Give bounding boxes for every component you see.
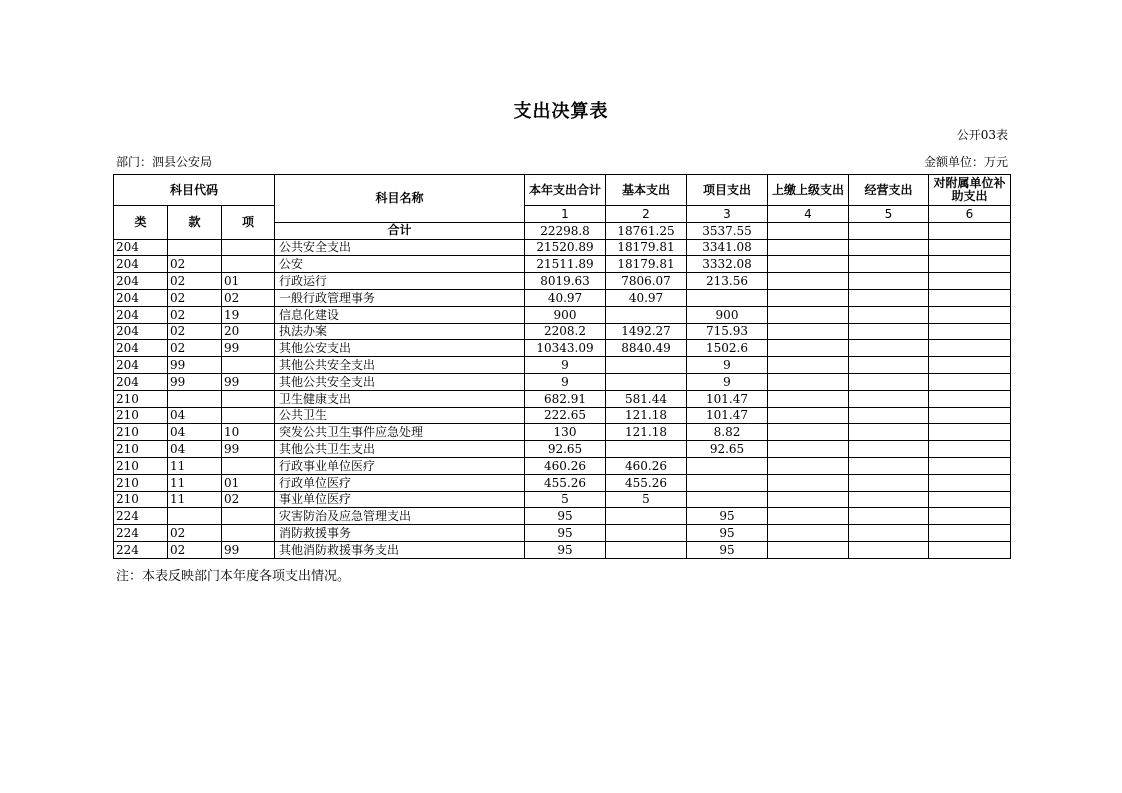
cell-xiang: 10: [222, 424, 275, 441]
cell-subject-name: 其他消防救援事务支出: [275, 541, 525, 558]
table-row: [114, 340, 1011, 357]
cell-operating: [849, 525, 929, 542]
cell-basic: 1492.27: [606, 323, 687, 340]
cell-upper: [768, 357, 849, 374]
cell-kuan: 02: [168, 340, 222, 357]
form-code: 公开03表: [956, 128, 1008, 142]
cell-total: 9: [525, 373, 606, 390]
cell-subsidy: [929, 273, 1011, 290]
totals-subsidy: [929, 222, 1011, 239]
cell-xiang: [222, 357, 275, 374]
cell-total: 95: [525, 541, 606, 558]
cell-upper: [768, 289, 849, 306]
cell-operating: [849, 323, 929, 340]
cell-upper: [768, 424, 849, 441]
cell-project: 95: [687, 508, 768, 525]
cell-lei: 210: [114, 457, 168, 474]
cell-basic: [606, 525, 687, 542]
cell-project: 3341.08: [687, 239, 768, 256]
cell-lei: 204: [114, 256, 168, 273]
cell-basic: 18179.81: [606, 256, 687, 273]
cell-upper: [768, 525, 849, 542]
cell-subject-name: 事业单位医疗: [275, 491, 525, 508]
header-lei: 类: [114, 206, 168, 240]
cell-basic: 121.18: [606, 407, 687, 424]
cell-operating: [849, 239, 929, 256]
cell-upper: [768, 373, 849, 390]
table-row: [114, 306, 1011, 323]
cell-operating: [849, 441, 929, 458]
cell-xiang: [222, 390, 275, 407]
table-row: [114, 508, 1011, 525]
cell-kuan: 02: [168, 273, 222, 290]
cell-operating: [849, 541, 929, 558]
header-kuan: 款: [168, 206, 222, 240]
cell-lei: 224: [114, 525, 168, 542]
cell-basic: 460.26: [606, 457, 687, 474]
cell-subsidy: [929, 289, 1011, 306]
cell-kuan: 02: [168, 289, 222, 306]
cell-xiang: 01: [222, 273, 275, 290]
cell-upper: [768, 474, 849, 491]
cell-xiang: [222, 525, 275, 542]
totals-project: 3537.55: [687, 222, 768, 239]
table-body: [114, 175, 1011, 559]
cell-subsidy: [929, 424, 1011, 441]
cell-lei: 210: [114, 491, 168, 508]
cell-xiang: [222, 508, 275, 525]
cell-upper: [768, 407, 849, 424]
totals-operating: [849, 222, 929, 239]
cell-project: 101.47: [687, 390, 768, 407]
cell-kuan: 11: [168, 474, 222, 491]
cell-lei: 210: [114, 441, 168, 458]
cell-subject-name: 行政单位医疗: [275, 474, 525, 491]
totals-basic: 18761.25: [606, 222, 687, 239]
cell-upper: [768, 340, 849, 357]
table-row: [114, 407, 1011, 424]
cell-operating: [849, 407, 929, 424]
cell-project: [687, 491, 768, 508]
cell-kuan: 99: [168, 373, 222, 390]
cell-kuan: 02: [168, 256, 222, 273]
table-row: [114, 323, 1011, 340]
cell-subsidy: [929, 239, 1011, 256]
cell-project: 1502.6: [687, 340, 768, 357]
cell-subject-name: 卫生健康支出: [275, 390, 525, 407]
header-project: 项目支出: [687, 175, 768, 206]
cell-subject-name: 执法办案: [275, 323, 525, 340]
cell-xiang: [222, 407, 275, 424]
cell-project: 3332.08: [687, 256, 768, 273]
cell-subsidy: [929, 474, 1011, 491]
totals-total: 22298.8: [525, 222, 606, 239]
cell-project: 900: [687, 306, 768, 323]
cell-upper: [768, 457, 849, 474]
table-row: [114, 474, 1011, 491]
department-label: 部门：泗县公安局: [116, 155, 213, 169]
cell-project: 8.82: [687, 424, 768, 441]
table-row: [114, 357, 1011, 374]
cell-project: [687, 289, 768, 306]
header-subject-name: 科目名称: [275, 175, 525, 223]
cell-kuan: 04: [168, 424, 222, 441]
cell-upper: [768, 390, 849, 407]
cell-basic: [606, 508, 687, 525]
cell-lei: 204: [114, 357, 168, 374]
header-basic: 基本支出: [606, 175, 687, 206]
cell-subsidy: [929, 390, 1011, 407]
cell-lei: 204: [114, 306, 168, 323]
cell-xiang: [222, 256, 275, 273]
totals-upper: [768, 222, 849, 239]
cell-total: 455.26: [525, 474, 606, 491]
cell-subsidy: [929, 457, 1011, 474]
cell-lei: 224: [114, 541, 168, 558]
expenditure-table: [113, 174, 1011, 559]
cell-subject-name: 消防救援事务: [275, 525, 525, 542]
footnote: 注：本表反映部门本年度各项支出情况。: [116, 569, 351, 584]
cell-upper: [768, 508, 849, 525]
cell-subject-name: 其他公共安全支出: [275, 373, 525, 390]
cell-lei: 210: [114, 390, 168, 407]
header-subsidy: 对附属单位补助支出: [929, 175, 1011, 206]
cell-subsidy: [929, 340, 1011, 357]
cell-subsidy: [929, 525, 1011, 542]
cell-operating: [849, 306, 929, 323]
cell-subject-name: 其他公共安全支出: [275, 357, 525, 374]
cell-project: 715.93: [687, 323, 768, 340]
cell-basic: [606, 541, 687, 558]
cell-total: 40.97: [525, 289, 606, 306]
cell-project: 95: [687, 541, 768, 558]
cell-subsidy: [929, 441, 1011, 458]
cell-subsidy: [929, 306, 1011, 323]
cell-subject-name: 行政运行: [275, 273, 525, 290]
cell-total: 9: [525, 357, 606, 374]
cell-project: [687, 474, 768, 491]
cell-total: 21520.89: [525, 239, 606, 256]
table-row: [114, 441, 1011, 458]
cell-upper: [768, 273, 849, 290]
cell-xiang: 01: [222, 474, 275, 491]
cell-total: 460.26: [525, 457, 606, 474]
cell-lei: 224: [114, 508, 168, 525]
cell-subsidy: [929, 373, 1011, 390]
cell-kuan: 02: [168, 541, 222, 558]
cell-subject-name: 公共卫生: [275, 407, 525, 424]
cell-subsidy: [929, 508, 1011, 525]
cell-kuan: 04: [168, 407, 222, 424]
table-row: [114, 390, 1011, 407]
cell-project: 101.47: [687, 407, 768, 424]
cell-subsidy: [929, 323, 1011, 340]
cell-total: 5: [525, 491, 606, 508]
col-number: 3: [687, 206, 768, 223]
table-row: [114, 289, 1011, 306]
cell-total: 8019.63: [525, 273, 606, 290]
cell-lei: 204: [114, 373, 168, 390]
cell-kuan: 99: [168, 357, 222, 374]
cell-upper: [768, 541, 849, 558]
cell-lei: 210: [114, 474, 168, 491]
cell-lei: 204: [114, 289, 168, 306]
table-row: [114, 457, 1011, 474]
cell-xiang: [222, 239, 275, 256]
cell-basic: [606, 357, 687, 374]
table-row: [114, 256, 1011, 273]
cell-subject-name: 公安: [275, 256, 525, 273]
cell-kuan: [168, 239, 222, 256]
cell-kuan: 02: [168, 525, 222, 542]
cell-subsidy: [929, 491, 1011, 508]
header-subject-code: 科目代码: [114, 175, 275, 206]
cell-upper: [768, 306, 849, 323]
cell-xiang: 02: [222, 289, 275, 306]
cell-lei: 210: [114, 424, 168, 441]
cell-subsidy: [929, 256, 1011, 273]
cell-total: 95: [525, 508, 606, 525]
col-number: 4: [768, 206, 849, 223]
cell-lei: 204: [114, 323, 168, 340]
cell-xiang: 19: [222, 306, 275, 323]
cell-xiang: [222, 457, 275, 474]
cell-operating: [849, 340, 929, 357]
cell-project: [687, 457, 768, 474]
col-number: 2: [606, 206, 687, 223]
table-row: [114, 239, 1011, 256]
cell-subject-name: 一般行政管理事务: [275, 289, 525, 306]
cell-subject-name: 灾害防治及应急管理支出: [275, 508, 525, 525]
cell-subject-name: 其他公安支出: [275, 340, 525, 357]
cell-upper: [768, 491, 849, 508]
cell-kuan: 11: [168, 491, 222, 508]
cell-operating: [849, 424, 929, 441]
cell-upper: [768, 256, 849, 273]
cell-operating: [849, 390, 929, 407]
cell-kuan: 02: [168, 323, 222, 340]
cell-lei: 204: [114, 340, 168, 357]
cell-basic: [606, 373, 687, 390]
cell-basic: 8840.49: [606, 340, 687, 357]
cell-total: 95: [525, 525, 606, 542]
cell-basic: [606, 306, 687, 323]
cell-total: 10343.09: [525, 340, 606, 357]
cell-basic: 455.26: [606, 474, 687, 491]
header-operating: 经营支出: [849, 175, 929, 206]
cell-kuan: [168, 508, 222, 525]
cell-total: 900: [525, 306, 606, 323]
cell-operating: [849, 273, 929, 290]
cell-operating: [849, 508, 929, 525]
table-row: [114, 491, 1011, 508]
cell-total: 21511.89: [525, 256, 606, 273]
col-number: 5: [849, 206, 929, 223]
cell-lei: 204: [114, 239, 168, 256]
cell-subsidy: [929, 541, 1011, 558]
cell-subject-name: 公共安全支出: [275, 239, 525, 256]
cell-xiang: 99: [222, 373, 275, 390]
cell-operating: [849, 373, 929, 390]
page-title: 支出决算表: [513, 101, 609, 122]
cell-kuan: 04: [168, 441, 222, 458]
cell-kuan: 02: [168, 306, 222, 323]
cell-xiang: 99: [222, 541, 275, 558]
cell-xiang: 02: [222, 491, 275, 508]
table-row: [114, 525, 1011, 542]
cell-total: 682.91: [525, 390, 606, 407]
header-total: 本年支出合计: [525, 175, 606, 206]
cell-subsidy: [929, 357, 1011, 374]
cell-basic: 581.44: [606, 390, 687, 407]
header-upper: 上缴上级支出: [768, 175, 849, 206]
cell-project: 92.65: [687, 441, 768, 458]
cell-basic: 121.18: [606, 424, 687, 441]
cell-basic: 18179.81: [606, 239, 687, 256]
cell-subject-name: 行政事业单位医疗: [275, 457, 525, 474]
cell-basic: 7806.07: [606, 273, 687, 290]
cell-upper: [768, 441, 849, 458]
cell-project: 9: [687, 357, 768, 374]
cell-total: 2208.2: [525, 323, 606, 340]
cell-subsidy: [929, 407, 1011, 424]
cell-project: 95: [687, 525, 768, 542]
cell-project: 9: [687, 373, 768, 390]
cell-lei: 210: [114, 407, 168, 424]
cell-operating: [849, 289, 929, 306]
cell-operating: [849, 457, 929, 474]
cell-upper: [768, 239, 849, 256]
cell-operating: [849, 491, 929, 508]
cell-basic: 40.97: [606, 289, 687, 306]
col-number: 1: [525, 206, 606, 223]
cell-kuan: [168, 390, 222, 407]
cell-total: 130: [525, 424, 606, 441]
cell-project: 213.56: [687, 273, 768, 290]
cell-subject-name: 信息化建设: [275, 306, 525, 323]
header-row: [114, 175, 1011, 206]
cell-basic: [606, 441, 687, 458]
column-index-row: [114, 206, 1011, 223]
cell-xiang: 99: [222, 340, 275, 357]
cell-operating: [849, 474, 929, 491]
cell-xiang: 99: [222, 441, 275, 458]
table-row: [114, 541, 1011, 558]
table-row: [114, 424, 1011, 441]
cell-operating: [849, 357, 929, 374]
cell-total: 92.65: [525, 441, 606, 458]
cell-operating: [849, 256, 929, 273]
table-row: [114, 373, 1011, 390]
header-xiang: 项: [222, 206, 275, 240]
table-row: [114, 273, 1011, 290]
cell-basic: 5: [606, 491, 687, 508]
amount-unit-label: 金额单位：万元: [923, 155, 1008, 169]
col-number: 6: [929, 206, 1011, 223]
cell-total: 222.65: [525, 407, 606, 424]
totals-label: 合计: [275, 222, 525, 239]
cell-upper: [768, 323, 849, 340]
cell-lei: 204: [114, 273, 168, 290]
cell-kuan: 11: [168, 457, 222, 474]
cell-subject-name: 其他公共卫生支出: [275, 441, 525, 458]
cell-xiang: 20: [222, 323, 275, 340]
cell-subject-name: 突发公共卫生事件应急处理: [275, 424, 525, 441]
